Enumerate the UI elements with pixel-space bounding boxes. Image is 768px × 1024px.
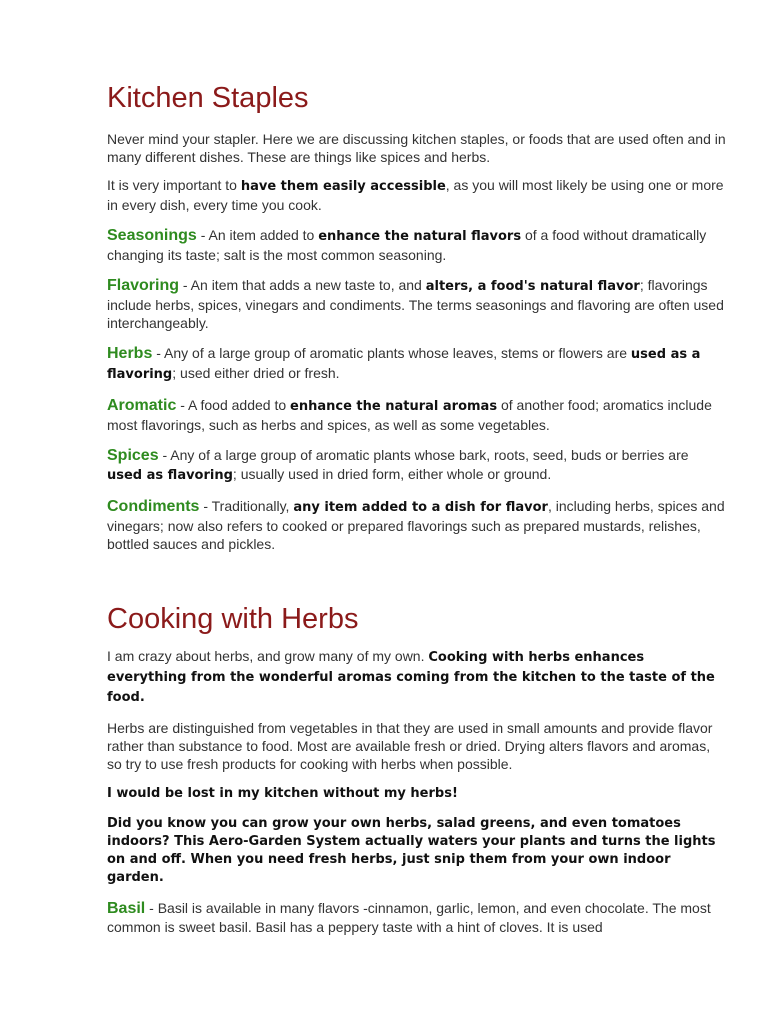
section-title-kitchen-staples: Kitchen Staples (107, 82, 309, 114)
definition-emphasis: enhance the natural aromas (290, 399, 498, 414)
definition-lead: - A food added to (176, 397, 291, 413)
definition-condiments (107, 497, 727, 553)
article-body (107, 80, 727, 948)
term-label: Aromatic (107, 397, 177, 414)
aerogarden-paragraph: Did you know you can grow your own herbs, salad greens, and even tomatoes indoors? This Aero-Garden System actually waters your plants and turns the lights on and off. When you need fresh herbs, just snip them from your own indoor garden. (107, 816, 716, 885)
definition-rest: ; flavorings include herbs, spices, vinegars and condiments. The terms seasonings and flavoring are often used interchangeably. (107, 277, 724, 331)
term-label: Basil (107, 900, 146, 917)
term-label: Herbs (107, 345, 153, 362)
definition-lead: - Any of a large group of aromatic plants whose leaves, stems or flowers are (152, 345, 631, 361)
term-label: Seasonings (107, 227, 197, 244)
definition-emphasis: any item added to a dish for flavor (293, 500, 548, 515)
access-paragraph (107, 176, 727, 214)
definition-lead: - Traditionally, (199, 498, 294, 514)
section-title-cooking-with-herbs: Cooking with Herbs (107, 603, 359, 635)
definition-rest: , including herbs, spices and vinegars; now also refers to cooked or prepared flavorings such as prepared mustards, relishes, bottled sauces and pickles. (107, 498, 725, 552)
term-label: Condiments (107, 498, 200, 515)
definition-lead: - An item added to (196, 227, 319, 243)
intro-paragraph: Never mind your stapler. Here we are discussing kitchen staples, or foods that are used often and in many different dishes. These are things like spices and herbs. (107, 131, 726, 165)
definition-rest: ; usually used in dried form, either whole or ground. (232, 466, 552, 482)
definition-flavoring (107, 276, 727, 332)
definition-seasonings (107, 226, 727, 264)
definition-lead: - Any of a large group of aromatic plants whose bark, roots, seed, buds or berries are (158, 447, 689, 463)
definition-rest: of a food without dramatically changing its taste; salt is the most common seasoning. (107, 227, 707, 263)
access-emphasis: have them easily accessible (240, 179, 446, 194)
definition-rest: ; used either dried or fresh. (172, 365, 340, 381)
access-text-c: , as you will most likely be using one or more in every dish, every time you cook. (107, 177, 724, 213)
definition-herbs (107, 344, 727, 384)
term-label: Spices (107, 447, 159, 464)
definition-spices (107, 446, 727, 485)
herbs-lost-paragraph: I would be lost in my kitchen without my herbs! (107, 786, 458, 801)
definition-basil (107, 899, 727, 936)
definition-rest: of another food; aromatics include most flavorings, such as herbs and spices, as well as some vegetables. (107, 397, 712, 433)
definition-aromatic (107, 396, 727, 434)
definition-emphasis: enhance the natural flavors (318, 229, 522, 244)
definition-lead: - An item that adds a new taste to, and (179, 277, 426, 293)
definition-text: - Basil is available in many flavors -cinnamon, garlic, lemon, and even chocolate. The most common is sweet basil. Basil has a peppery taste with a hint of cloves. It is used (107, 900, 711, 935)
definition-emphasis: used as a flavoring (107, 347, 701, 382)
herbs-distinguish-paragraph: Herbs are distinguished from vegetables in that they are used in small amounts and provide flavor rather than substance to food. Most are available fresh or dried. Drying alters flavors and aromas, so try to use fresh products for cooking with herbs when possible. (107, 720, 713, 772)
term-label: Flavoring (107, 277, 180, 294)
herbs-intro-emphasis: Cooking with herbs enhances everything from the wonderful aromas coming from the kitchen to the taste of the food. (107, 650, 715, 705)
access-text-a: It is very important to (107, 177, 241, 193)
herbs-intro-paragraph (107, 647, 727, 707)
definition-emphasis: used as flavoring (107, 468, 233, 483)
herbs-intro-text: I am crazy about herbs, and grow many of my own. (107, 648, 429, 664)
definition-emphasis: alters, a food's natural flavor (425, 279, 640, 294)
